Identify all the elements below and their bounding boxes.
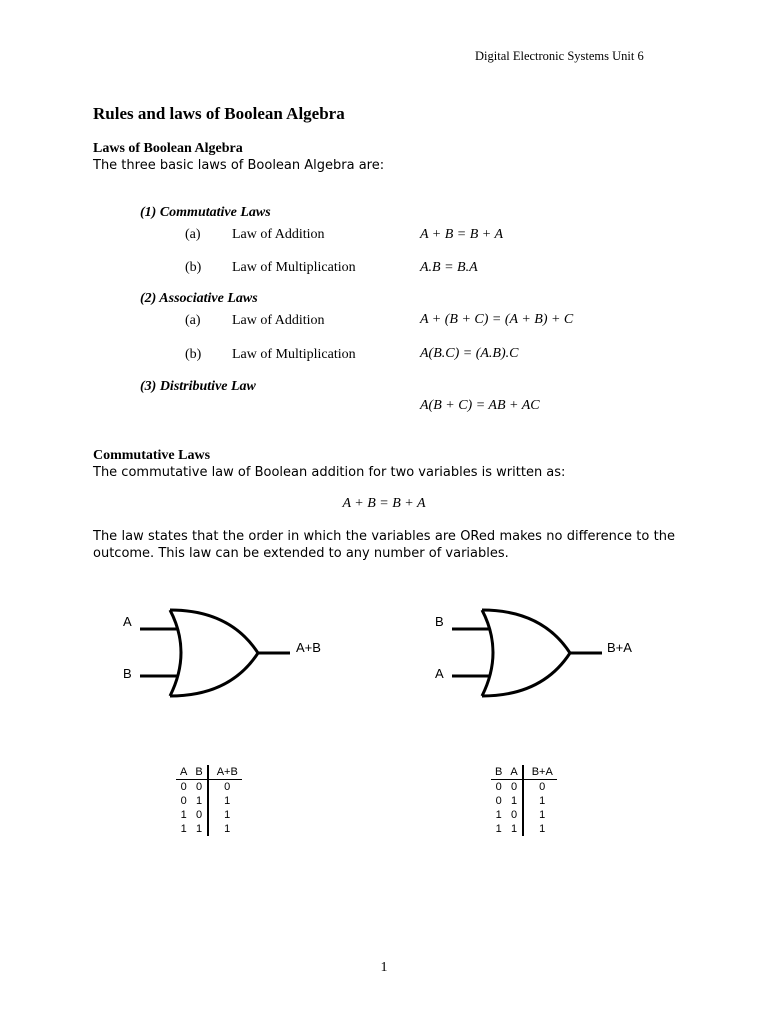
law-item-name: Law of Multiplication (232, 347, 356, 362)
or-gate-2-symbol (452, 610, 602, 696)
law-formula: A + (B + C) = (A + B) + C (420, 312, 574, 327)
table-row (491, 808, 557, 822)
table-cell: 1 (523, 808, 557, 822)
truth-table-1 (176, 765, 242, 836)
section-intro-commutative: The commutative law of Boolean addition for two variables is written as: (93, 465, 566, 480)
table-cell: 0 (195, 781, 203, 793)
table-cell: 1 (195, 823, 203, 835)
column-header: B (491, 765, 506, 780)
section-intro-laws: The three basic laws of Boolean Algebra are: (93, 158, 385, 173)
law-item-letter: (a) (185, 313, 201, 328)
or-gate-diagram-1 (120, 600, 340, 710)
table-cell: 0 (495, 795, 502, 807)
law-heading-associative: (2) Associative Laws (140, 291, 258, 306)
page-header: Digital Electronic Systems Unit 6 (475, 49, 644, 63)
table-header-row (491, 765, 557, 780)
table-cell: 1 (208, 794, 242, 808)
table-row (176, 808, 242, 822)
section-heading-laws: Laws of Boolean Algebra (93, 141, 243, 156)
column-header: A (506, 765, 522, 780)
commutative-paragraph: The law states that the order in which the variables are ORed makes no difference to the outcome. This law can be extended to any number of variables. (93, 529, 675, 561)
table-cell: 0 (208, 780, 242, 795)
law-item-name: Law of Addition (232, 313, 325, 328)
column-header: A (176, 765, 191, 780)
or-gate-1-symbol (140, 610, 290, 696)
table-cell: 0 (180, 795, 187, 807)
commutative-formula: A + B = B + A (342, 496, 426, 511)
table-cell: 1 (510, 795, 518, 807)
law-heading-commutative: (1) Commutative Laws (140, 205, 271, 220)
table-cell: 1 (510, 823, 518, 835)
gate-2-input-b-label: B (435, 614, 444, 629)
law-item-name: Law of Addition (232, 227, 325, 242)
table-cell: 1 (208, 808, 242, 822)
table-cell: 1 (523, 794, 557, 808)
law-heading-distributive: (3) Distributive Law (140, 379, 256, 394)
law-item-name: Law of Multiplication (232, 260, 356, 275)
table-cell: 1 (180, 809, 187, 821)
table-cell: 1 (195, 795, 203, 807)
law-item-letter: (b) (185, 347, 202, 362)
table-cell: 0 (510, 781, 518, 793)
table-cell: 0 (510, 809, 518, 821)
table-row (176, 822, 242, 836)
column-header: A+B (208, 765, 242, 780)
or-gate-diagram-2 (432, 600, 652, 710)
law-formula: A(B.C) = (A.B).C (420, 346, 519, 361)
table-cell: 1 (495, 823, 502, 835)
page-number: 1 (380, 960, 388, 975)
table-cell: 1 (208, 822, 242, 836)
table-cell: 1 (180, 823, 187, 835)
table-row (176, 794, 242, 808)
gate-2-output-label: B+A (607, 640, 632, 655)
truth-table-2 (491, 765, 557, 836)
table-cell: 0 (180, 781, 187, 793)
table-cell: 0 (523, 780, 557, 795)
law-formula: A + B = B + A (420, 227, 504, 242)
law-formula: A.B = B.A (420, 260, 478, 275)
table-row (491, 822, 557, 836)
table-row (176, 780, 242, 795)
column-header: B+A (523, 765, 557, 780)
page-title: Rules and laws of Boolean Algebra (93, 104, 345, 123)
table-cell: 0 (195, 809, 203, 821)
gate-2-input-a-label: A (435, 666, 444, 681)
gate-1-output-label: A+B (296, 640, 321, 655)
section-heading-commutative: Commutative Laws (93, 448, 211, 463)
table-header-row (176, 765, 242, 780)
table-row (491, 780, 557, 795)
law-item-letter: (a) (185, 227, 201, 242)
table-row (491, 794, 557, 808)
table-cell: 1 (495, 809, 502, 821)
gate-1-input-b-label: B (123, 666, 132, 681)
column-header: B (191, 765, 207, 780)
law-formula: A(B + C) = AB + AC (420, 398, 540, 413)
table-cell: 0 (495, 781, 502, 793)
table-cell: 1 (523, 822, 557, 836)
law-item-letter: (b) (185, 260, 202, 275)
gate-1-input-a-label: A (123, 614, 132, 629)
